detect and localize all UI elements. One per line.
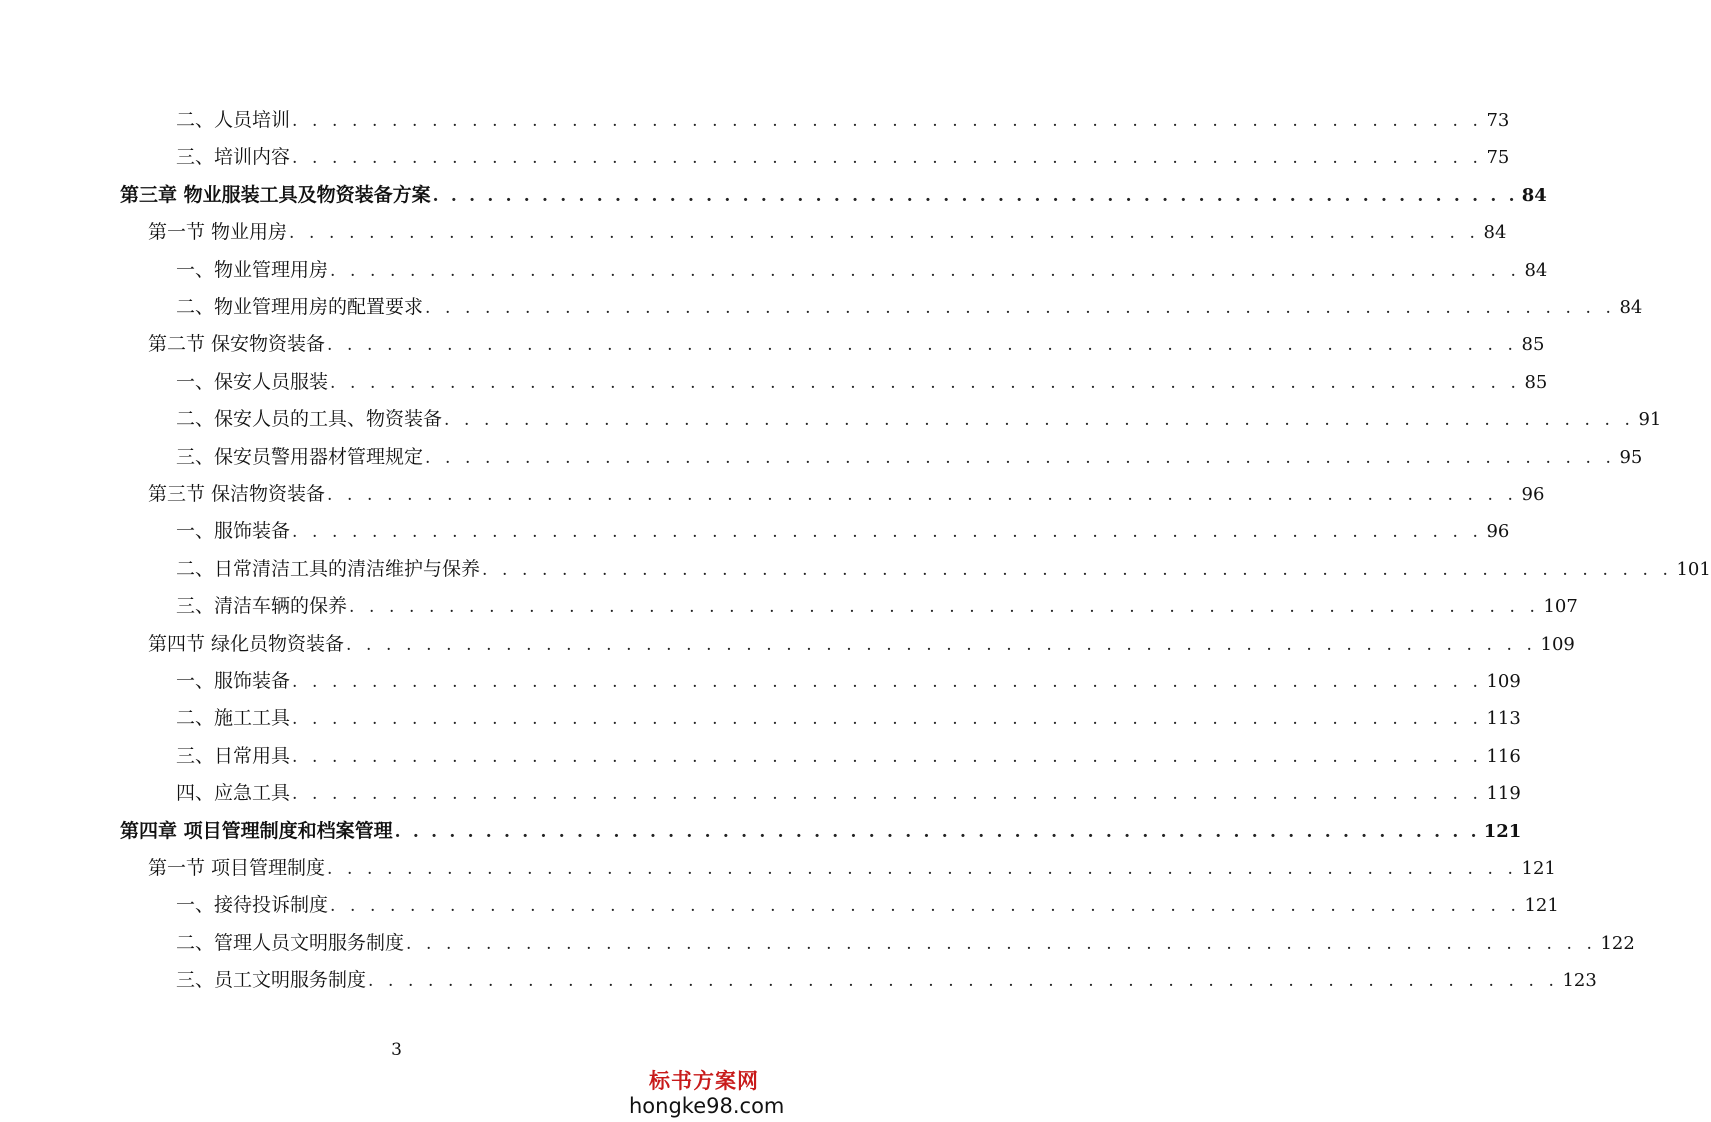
toc-subsection-entry[interactable]	[176, 443, 1643, 471]
toc-subsection-entry[interactable]	[176, 929, 1635, 957]
toc-entry-label: 第二节 保安物资装备	[148, 333, 326, 355]
toc-leader-dots: . . . . . . . . . . . . . . . . . . . . . . . . . . . . . . . . . . . . . . . . . . . . . . . . . . . . . . . . . . . .	[346, 635, 1537, 655]
toc-entry-page: 107	[1543, 596, 1578, 617]
toc-entry-label: 二、管理人员文明服务制度	[176, 932, 405, 954]
toc-entry-label: 三、培训内容	[176, 146, 291, 168]
toc-leader-dots: . . . . . . . . . . . . . . . . . . . . . . . . . . . . . . . . . . . . . . . . . . . . . . . . . . . . . . . . . . . .	[406, 934, 1597, 954]
toc-subsection-entry[interactable]	[176, 143, 1510, 171]
toc-leader-dots: . . . . . . . . . . . . . . . . . . . . . . . . . . . . . . . . . . . . . . . . . . . . . . . . . . . . . . . . . . . .	[444, 410, 1635, 430]
toc-leader-dots: . . . . . . . . . . . . . . . . . . . . . . . . . . . . . . . . . . . . . . . . . . . . . . . . . . . . . . . . . . . .	[327, 859, 1518, 879]
toc-section-entry[interactable]	[148, 330, 1545, 358]
toc-entry-page: 84	[1619, 297, 1643, 318]
toc-entry-label: 一、保安人员服装	[176, 371, 329, 393]
toc-entry-label: 二、施工工具	[176, 707, 291, 729]
toc-entry-label: 第一节 物业用房	[148, 221, 288, 243]
toc-entry-page: 95	[1619, 447, 1643, 468]
toc-subsection-entry[interactable]	[176, 555, 1711, 583]
toc-entry-page: 123	[1562, 970, 1597, 991]
toc-leader-dots: . . . . . . . . . . . . . . . . . . . . . . . . . . . . . . . . . . . . . . . . . . . . . . . . . . . . . . . . . . . .	[425, 448, 1616, 468]
toc-entry-page: 73	[1486, 110, 1510, 131]
toc-entry-page: 116	[1486, 746, 1521, 767]
toc-leader-dots: . . . . . . . . . . . . . . . . . . . . . . . . . . . . . . . . . . . . . . . . . . . . . . . . . . . . . . . . . . . .	[432, 186, 1518, 206]
toc-leader-dots: . . . . . . . . . . . . . . . . . . . . . . . . . . . . . . . . . . . . . . . . . . . . . . . . . . . . . . . . . . . .	[330, 261, 1521, 281]
toc-entry-label: 二、人员培训	[176, 109, 291, 131]
toc-subsection-entry[interactable]	[176, 368, 1548, 396]
toc-entry-page: 85	[1524, 372, 1548, 393]
toc-entry-page: 96	[1486, 521, 1510, 542]
toc-subsection-entry[interactable]	[176, 293, 1643, 321]
toc-entry-label: 三、保安员警用器材管理规定	[176, 446, 424, 468]
toc-entry-label: 二、物业管理用房的配置要求	[176, 296, 424, 318]
toc-entry-page: 75	[1486, 147, 1510, 168]
toc-leader-dots: . . . . . . . . . . . . . . . . . . . . . . . . . . . . . . . . . . . . . . . . . . . . . . . . . . . . . . . . . . . .	[292, 672, 1483, 692]
toc-entry-label: 二、日常清洁工具的清洁维护与保养	[176, 558, 481, 580]
toc-section-entry[interactable]	[148, 480, 1545, 508]
toc-leader-dots: . . . . . . . . . . . . . . . . . . . . . . . . . . . . . . . . . . . . . . . . . . . . . . . . . . . . . . . . . . . .	[330, 373, 1521, 393]
toc-chapter-entry[interactable]	[120, 817, 1522, 845]
toc-entry-label: 三、员工文明服务制度	[176, 969, 367, 991]
toc-section-entry[interactable]	[148, 218, 1507, 246]
toc-entry-page: 121	[1483, 821, 1522, 842]
toc-entry-label: 一、服饰装备	[176, 520, 291, 542]
toc-entry-page: 109	[1540, 634, 1575, 655]
toc-leader-dots: . . . . . . . . . . . . . . . . . . . . . . . . . . . . . . . . . . . . . . . . . . . . . . . . . . . . . . . . . . . .	[292, 784, 1483, 804]
toc-entry-label: 第四章 项目管理制度和档案管理	[120, 820, 393, 842]
toc-section-entry[interactable]	[148, 630, 1575, 658]
toc-entry-page: 84	[1483, 222, 1507, 243]
toc-subsection-entry[interactable]	[176, 106, 1510, 134]
toc-subsection-entry[interactable]	[176, 742, 1521, 770]
toc-entry-page: 85	[1521, 334, 1545, 355]
toc-leader-dots: . . . . . . . . . . . . . . . . . . . . . . . . . . . . . . . . . . . . . . . . . . . . . . . . . . . . . . . . . . . .	[289, 223, 1480, 243]
page-number: 3	[391, 1040, 402, 1060]
toc-subsection-entry[interactable]	[176, 592, 1578, 620]
toc-leader-dots: . . . . . . . . . . . . . . . . . . . . . . . . . . . . . . . . . . . . . . . . . . . . . . . . . . . . . . . . . . . .	[368, 971, 1559, 991]
watermark-url: hongke98.com	[629, 1094, 785, 1118]
toc-section-entry[interactable]	[148, 854, 1556, 882]
toc-leader-dots: . . . . . . . . . . . . . . . . . . . . . . . . . . . . . . . . . . . . . . . . . . . . . . . . . . . . . . . . . . . .	[292, 111, 1483, 131]
toc-entry-page: 84	[1524, 260, 1548, 281]
toc-subsection-entry[interactable]	[176, 891, 1559, 919]
toc-subsection-entry[interactable]	[176, 704, 1521, 732]
toc-entry-page: 109	[1486, 671, 1521, 692]
toc-entry-label: 一、服饰装备	[176, 670, 291, 692]
toc-entry-label: 一、物业管理用房	[176, 259, 329, 281]
toc-leader-dots: . . . . . . . . . . . . . . . . . . . . . . . . . . . . . . . . . . . . . . . . . . . . . . . . . . . . . . . . . . . .	[425, 298, 1616, 318]
toc-entry-page: 122	[1600, 933, 1635, 954]
toc-subsection-entry[interactable]	[176, 667, 1521, 695]
toc-leader-dots: . . . . . . . . . . . . . . . . . . . . . . . . . . . . . . . . . . . . . . . . . . . . . . . . . . . . . . . . . . . .	[292, 522, 1483, 542]
toc-entry-page: 91	[1638, 409, 1662, 430]
toc-leader-dots: . . . . . . . . . . . . . . . . . . . . . . . . . . . . . . . . . . . . . . . . . . . . . . . . . . . . . . . . . . . .	[394, 822, 1480, 842]
toc-entry-label: 第一节 项目管理制度	[148, 857, 326, 879]
toc-entry-label: 一、接待投诉制度	[176, 894, 329, 916]
toc-leader-dots: . . . . . . . . . . . . . . . . . . . . . . . . . . . . . . . . . . . . . . . . . . . . . . . . . . . . . . . . . . . .	[292, 709, 1483, 729]
toc-entry-label: 四、应急工具	[176, 782, 291, 804]
toc-leader-dots: . . . . . . . . . . . . . . . . . . . . . . . . . . . . . . . . . . . . . . . . . . . . . . . . . . . . . . . . . . . .	[327, 485, 1518, 505]
toc-subsection-entry[interactable]	[176, 517, 1510, 545]
toc-entry-label: 三、日常用具	[176, 745, 291, 767]
toc-leader-dots: . . . . . . . . . . . . . . . . . . . . . . . . . . . . . . . . . . . . . . . . . . . . . . . . . . . . . . . . . . . .	[327, 335, 1518, 355]
toc-leader-dots: . . . . . . . . . . . . . . . . . . . . . . . . . . . . . . . . . . . . . . . . . . . . . . . . . . . . . . . . . . . .	[330, 896, 1521, 916]
toc-entry-page: 96	[1521, 484, 1545, 505]
toc-subsection-entry[interactable]	[176, 405, 1662, 433]
toc-entry-page: 119	[1486, 783, 1521, 804]
watermark-title: 标书方案网	[649, 1068, 759, 1093]
toc-entry-label: 第三章 物业服装工具及物资装备方案	[120, 184, 431, 206]
toc-entry-page: 84	[1521, 185, 1547, 206]
toc-chapter-entry[interactable]	[120, 181, 1547, 209]
toc-entry-label: 第四节 绿化员物资装备	[148, 633, 345, 655]
toc-subsection-entry[interactable]	[176, 256, 1548, 284]
toc-entry-page: 121	[1524, 895, 1559, 916]
toc-subsection-entry[interactable]	[176, 779, 1521, 807]
toc-leader-dots: . . . . . . . . . . . . . . . . . . . . . . . . . . . . . . . . . . . . . . . . . . . . . . . . . . . . . . . . . . . .	[292, 148, 1483, 168]
toc-entry-page: 113	[1486, 708, 1521, 729]
toc-leader-dots: . . . . . . . . . . . . . . . . . . . . . . . . . . . . . . . . . . . . . . . . . . . . . . . . . . . . . . . . . . . .	[482, 560, 1673, 580]
toc-entry-label: 第三节 保洁物资装备	[148, 483, 326, 505]
toc-entry-label: 二、保安人员的工具、物资装备	[176, 408, 443, 430]
toc-entry-label: 三、清洁车辆的保养	[176, 595, 348, 617]
toc-subsection-entry[interactable]	[176, 966, 1597, 994]
toc-entry-page: 101	[1676, 559, 1711, 580]
watermark-logo	[629, 1068, 785, 1118]
toc-leader-dots: . . . . . . . . . . . . . . . . . . . . . . . . . . . . . . . . . . . . . . . . . . . . . . . . . . . . . . . . . . . .	[349, 597, 1540, 617]
toc-leader-dots: . . . . . . . . . . . . . . . . . . . . . . . . . . . . . . . . . . . . . . . . . . . . . . . . . . . . . . . . . . . .	[292, 747, 1483, 767]
toc-entry-page: 121	[1521, 858, 1556, 879]
